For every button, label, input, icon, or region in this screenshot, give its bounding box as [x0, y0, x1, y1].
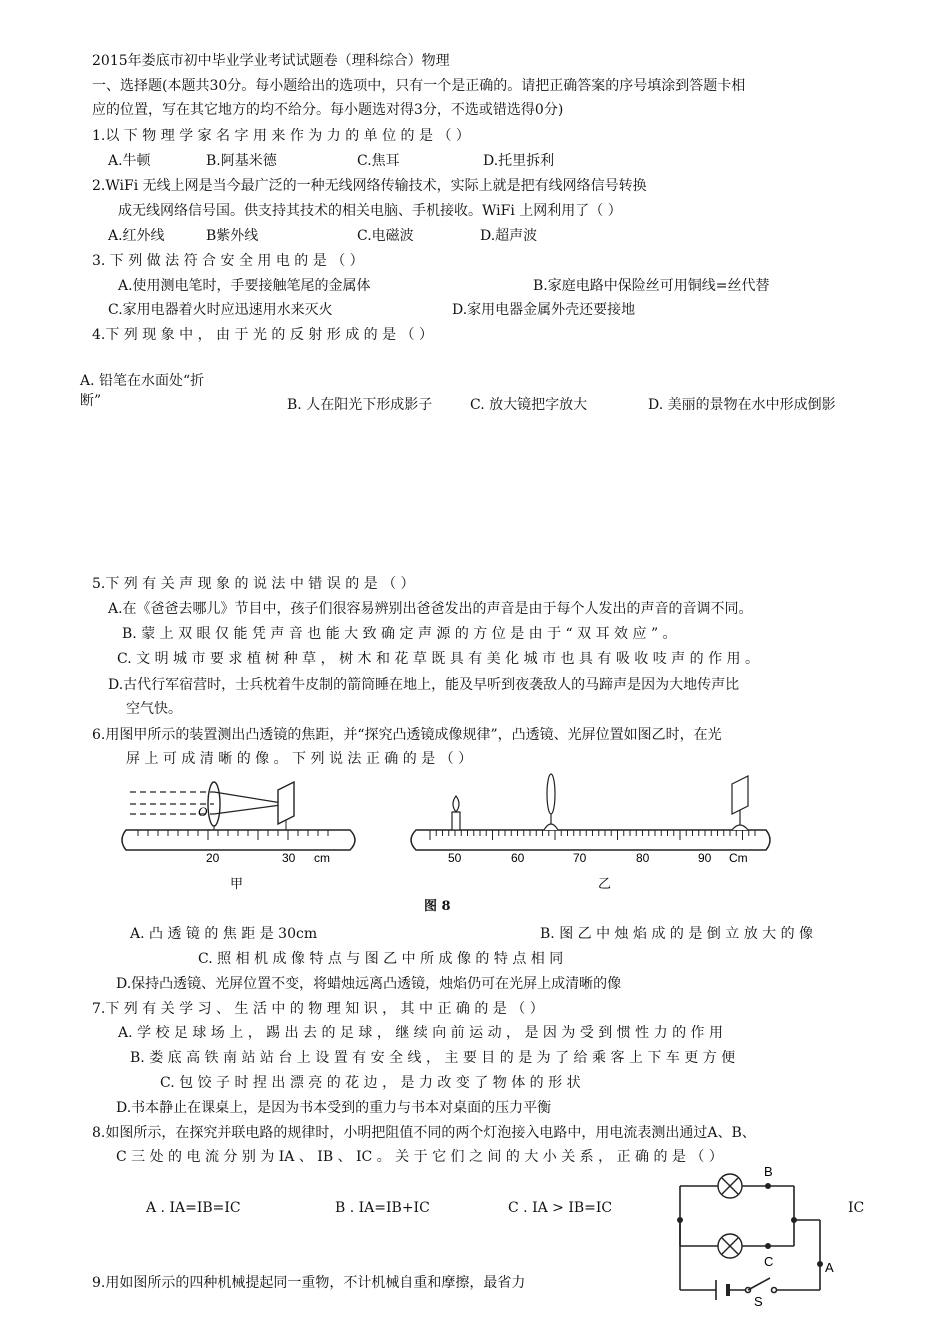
figure-b-tick-cm: Cm: [729, 851, 748, 865]
q4-option-a-line2: 断”: [80, 393, 102, 409]
q4-option-b: B. 人在阳光下形成影子: [287, 397, 433, 413]
label-s: S: [754, 1294, 763, 1309]
figure-b-candle: [452, 796, 460, 830]
figure-a-label-o: O: [198, 804, 208, 819]
q8-option-c: C . IA > IB=IC: [508, 1200, 613, 1216]
figure-a-tick-30: 30: [282, 851, 296, 865]
q2-option-c: C.电磁波: [357, 228, 414, 244]
figure-b-screen: [732, 776, 748, 830]
q2-stem-1: 2.WiFi 无线上网是当今最广泛的一种无线网络传输技术，实际上就是把有线网络信号转换: [92, 178, 647, 194]
section-instructions-2: 应的位置，写在其它地方的均不给分。每小题选对得3分，不选或错选得0分): [92, 102, 564, 118]
q2-option-a: A.红外线: [108, 228, 165, 244]
figure-a-bench: [122, 830, 355, 850]
q1-option-b: B.阿基米德: [206, 153, 277, 169]
q5-option-d-2: 空气快。: [126, 701, 182, 717]
q8-option-d: IC: [848, 1200, 865, 1216]
section-instructions-1: 一、选择题(本题共30分。每小题给出的选项中，只有一个是正确的。请把正确答案的序号填涂到答题卡相: [92, 78, 746, 94]
q9-stem: 9.用如图所示的四种机械提起同一重物，不计机械自重和摩擦，最省力: [92, 1275, 526, 1291]
q2-option-b: B紫外线: [206, 228, 259, 244]
paper-title: 2015年娄底市初中毕业学业考试试题卷（理科综合）物理: [92, 53, 450, 69]
figure-b-tick-60: 60: [511, 851, 525, 865]
q7-option-d: D.书本静止在课桌上，是因为书本受到的重力与书本对桌面的压力平衡: [116, 1100, 552, 1116]
q5-option-c: C. 文 明 城 市 要 求 植 树 种 草 ， 树 木 和 花 草 既 具 有 美 化 城 市 也 具 有 吸 收 吱 声 的 作 用 。: [117, 651, 759, 667]
q3-option-d: D.家用电器金属外壳还要接地: [452, 302, 636, 318]
label-b: B: [764, 1164, 773, 1179]
figure-b-tick-70: 70: [573, 851, 587, 865]
q4-stem: 4.下 列 现 象 中 ， 由 于 光 的 反 射 形 成 的 是 （ ）: [92, 327, 434, 343]
figure-8: [118, 770, 778, 915]
q1-option-a: A.牛顿: [108, 153, 151, 169]
q3-stem: 3. 下 列 做 法 符 合 安 全 用 电 的 是 （ ）: [92, 253, 364, 269]
figure-a-tick-cm: cm: [314, 851, 330, 865]
q8-option-b: B . IA=IB+IC: [335, 1200, 430, 1216]
q5-option-b: B. 蒙 上 双 眼 仅 能 凭 声 音 也 能 大 致 确 定 声 源 的 方 位 是 由 于 “ 双 耳 效 应 ” 。: [122, 626, 677, 642]
junction-dots: [677, 1183, 823, 1267]
figure-a-screen: [278, 782, 294, 824]
q6-option-d: D.保持凸透镜、光屏位置不变，将蜡烛远离凸透镜，烛焰仍可在光屏上成清晰的像: [116, 976, 622, 992]
figure-b-bench: [411, 830, 770, 850]
q5-option-d-1: D.古代行军宿营时，士兵枕着牛皮制的箭筒睡在地上，能及早听到夜袭敌人的马蹄声是因为大地传声比: [108, 677, 740, 693]
q1-option-c: C.焦耳: [357, 153, 400, 169]
q2-option-d: D.超声波: [480, 228, 538, 244]
q1-stem: 1.以 下 物 理 学 家 名 字 用 来 作 为 力 的 单 位 的 是 （ ）: [92, 128, 470, 144]
q5-stem: 5.下 列 有 关 声 现 象 的 说 法 中 错 误 的 是 （ ）: [92, 576, 415, 592]
figure-8-caption: 图 8: [424, 899, 451, 914]
figure-b-ticks: [430, 830, 755, 840]
q7-stem: 7.下 列 有 关 学 习 、 生 活 中 的 物 理 知 识 ， 其 中 正 确 的 是 （ ）: [92, 1001, 544, 1017]
label-c: C: [764, 1254, 774, 1269]
q8-stem-2: C 三 处 的 电 流 分 别 为 IA 、 IB 、 IC 。 关 于 它 们 之 间 的 大 小 关 系 ， 正 确 的 是 （ ）: [116, 1149, 723, 1165]
q7-option-b: B. 娄 底 高 铁 南 站 站 台 上 设 置 有 安 全 线 ， 主 要 目 的 是 为 了 给 乘 客 上 下 车 更 方 便: [130, 1050, 736, 1066]
q8-option-a: A . IA=IB=IC: [146, 1200, 241, 1216]
q5-option-a: A.在《爸爸去哪儿》节目中，孩子们很容易辨别出爸爸发出的声音是由于每个人发出的声音的音调不同。: [108, 601, 753, 617]
q1-option-d: D.托里拆利: [483, 153, 555, 169]
q3-option-b: B.家庭电路中保险丝可用铜线=丝代替: [533, 278, 770, 294]
figure-b-tick-80: 80: [636, 851, 650, 865]
figure-b-tick-90: 90: [698, 851, 712, 865]
q6-option-c: C. 照 相 机 成 像 特 点 与 图 乙 中 所 成 像 的 特 点 相 同: [198, 951, 564, 967]
figure-b-caption: 乙: [598, 877, 612, 892]
q3-option-a: A.使用测电笔时，手要接触笔尾的金属体: [118, 278, 371, 294]
figure-a-caption: 甲: [230, 877, 244, 892]
q4-option-d: D. 美丽的景物在水中形成倒影: [648, 397, 836, 413]
q8-stem-1: 8.如图所示，在探究并联电路的规律时，小明把阻值不同的两个灯泡接入电路中，用电流表测出通过A、B、: [92, 1125, 756, 1141]
figure-a-tick-20: 20: [206, 851, 220, 865]
q6-stem-2: 屏 上 可 成 清 晰 的 像 。 下 列 说 法 正 确 的 是 （ ）: [126, 751, 473, 767]
q4-option-c: C. 放大镜把字放大: [470, 397, 588, 413]
figure-b-tick-50: 50: [448, 851, 462, 865]
q3-option-c: C.家用电器着火时应迅速用水来灭火: [108, 302, 333, 318]
q6-option-a: A. 凸 透 镜 的 焦 距 是 30cm: [130, 926, 318, 942]
lamp-bottom: [718, 1234, 742, 1258]
q7-option-c: C. 包 饺 子 时 捏 出 漂 亮 的 花 边 ， 是 力 改 变 了 物 体 的 形 状: [160, 1075, 581, 1091]
q2-stem-2: 成无线网络信号国。供支持其技术的相关电脑、手机接收。WiFi 上网利用了（ ）: [118, 203, 622, 219]
q7-option-a: A. 学 校 足 球 场 上 ， 踢 出 去 的 足 球 ， 继 续 向 前 运 动 ， 是 因 为 受 到 惯 性 力 的 作 用: [118, 1025, 723, 1041]
figure-b-lens: [544, 774, 558, 830]
label-a: A: [825, 1260, 834, 1275]
switch-s: [746, 1278, 777, 1293]
circuit-diagram: [648, 1160, 848, 1310]
lamp-top: [718, 1174, 742, 1198]
q6-option-b: B. 图 乙 中 烛 焰 成 的 是 倒 立 放 大 的 像: [540, 926, 814, 942]
q4-option-a-line1: A. 铅笔在水面处“折: [80, 373, 205, 389]
battery: [716, 1280, 728, 1300]
q6-stem-1: 6.用图甲所示的装置测出凸透镜的焦距，并“探究凸透镜成像规律”，凸透镜、光屏位置如图乙时，在光: [92, 727, 722, 743]
